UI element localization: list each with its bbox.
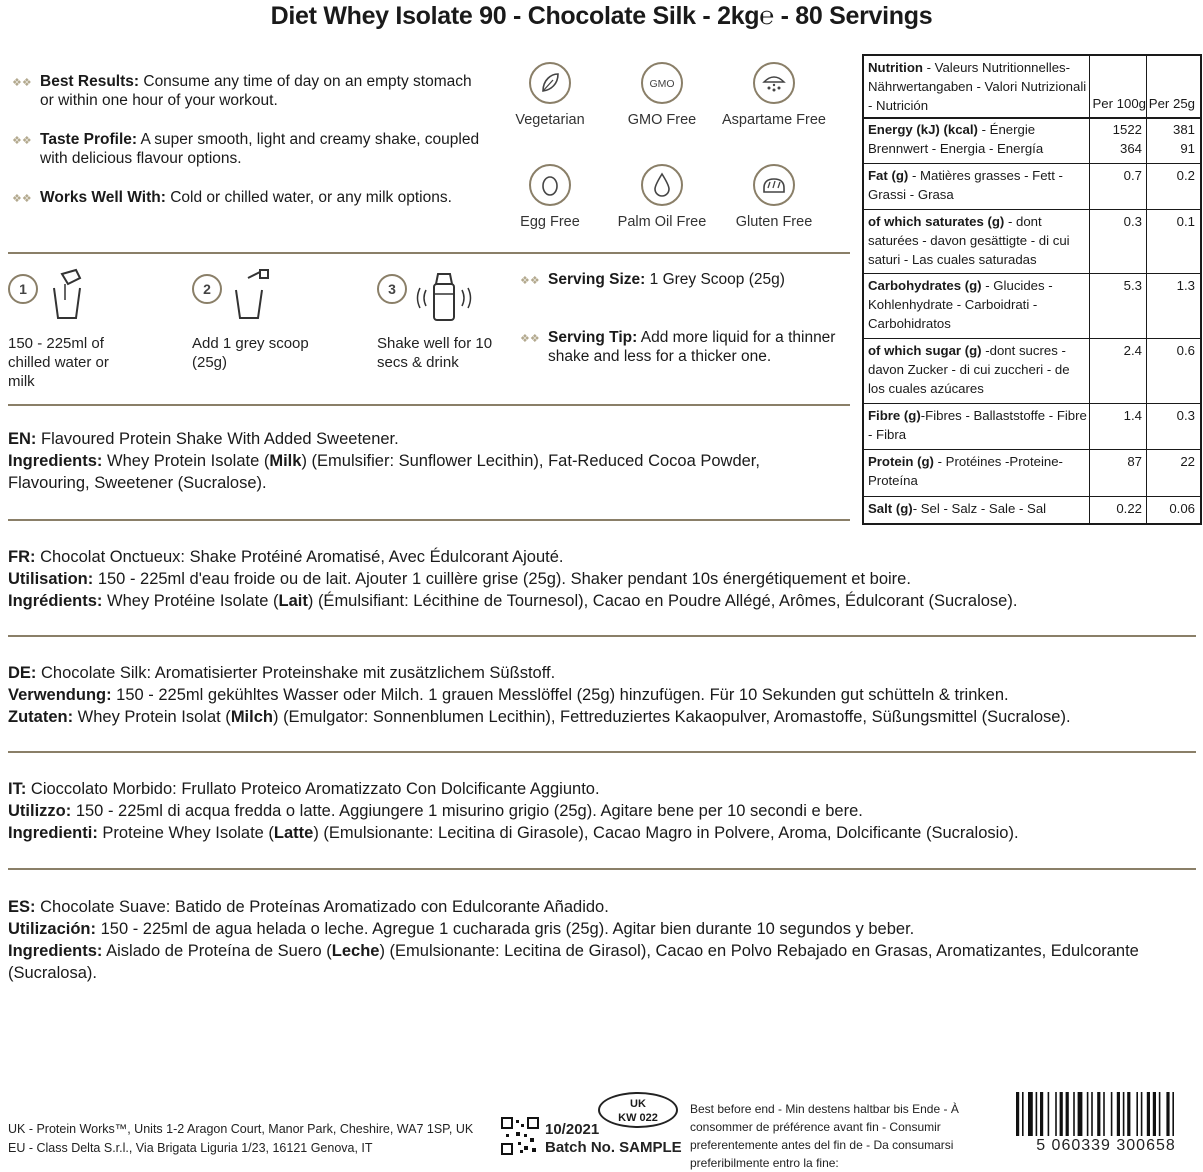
divider [8, 404, 850, 406]
divider [8, 635, 1196, 637]
leaf-icon [529, 62, 571, 104]
badge-gmo-free: GMO GMO Free [606, 62, 718, 128]
divider [8, 252, 850, 254]
section-en: EN: Flavoured Protein Shake With Added Sweetener. Ingredients: Whey Protein Isolate (Milk) (Emulsifier: Sunflower Lecithin), Fat-Reduced Cocoa Powder, Flavouring, Sweetener (Sucralose). [8, 430, 760, 492]
badge-aspartame-free: Aspartame Free [718, 62, 830, 128]
per-100g-value: 1522 364 [1112, 122, 1142, 156]
svg-text:GMO: GMO [649, 78, 675, 90]
per-100g-value: 0.7 [1123, 168, 1142, 183]
step-2-text: Add 1 grey scoop (25g) [192, 335, 309, 371]
works-well-with: ❖❖ Works Well With: Cold or chilled water, or any milk options. [12, 188, 482, 207]
product-title: Diet Whey Isolate 90 - Chocolate Silk - 2kg℮ - 80 Servings [270, 2, 933, 30]
per-100g-value: 0.3 [1123, 214, 1142, 229]
per-serving-value: 0.6 [1176, 343, 1195, 358]
best-before-text: Best before end - Min destens haltbar bis Ende - À consommer de préférence avant fin - Consumir preferentemente antes del fin de - Da consumarsi preferibilmente entro la fine: [690, 1102, 959, 1170]
nutrition-header: Nutrition - Valeurs Nutritionnelles- Nährwertangaben - Valori Nutrizionali - Nutrición Per 100g Per 25g [868, 60, 1195, 113]
badge-vegetarian: Vegetarian [494, 62, 606, 128]
dots-icon: ❖❖ [520, 333, 540, 345]
per-100g-value: 1.4 [1123, 408, 1142, 423]
bread-icon [753, 164, 795, 206]
dots-icon: ❖❖ [12, 135, 32, 147]
step-1-text: 150 - 225ml of chilled water or milk [8, 335, 109, 390]
gmo-icon [641, 62, 683, 104]
serving-size: ❖❖ Serving Size: 1 Grey Scoop (25g) [520, 270, 840, 289]
step-3-text: Shake well for 10 secs & drink [377, 335, 493, 371]
per-serving-value: 0.3 [1176, 408, 1195, 423]
qr-code-icon [500, 1116, 540, 1161]
section-de: DE: Chocolate Silk: Aromatisierter Proteinshake mit zusätzlichem Süßstoff. Verwendung: 150 - 225ml gekühltes Wasser oder Milch. 1 grauen Messlöffel (25g) hinzufügen. Für 10 Sekunden gut schütteln & trinken. Zutaten: Whey Protein Isolat (Milch) (Emulgator: Sonnenblumen Lecithin), Fettreduziertes Kakaopulver, Aromastoffe, Süßungsmittel (Sucralose). [8, 664, 1071, 726]
step-2-number: 2 [192, 274, 222, 304]
egg-icon [529, 164, 571, 206]
taste-profile: ❖❖ Taste Profile: A super smooth, light and creamy shake, coupled with delicious flavour options. [12, 131, 480, 167]
batch-number: Batch No. SAMPLE [545, 1139, 682, 1156]
per-100g-value: 0.22 [1116, 501, 1142, 516]
oil-drop-icon [641, 164, 683, 206]
per-100g-value: 2.4 [1123, 343, 1142, 358]
dots-icon: ❖❖ [12, 193, 32, 205]
per-serving-value: 381 91 [1172, 122, 1195, 156]
dots-icon: ❖❖ [520, 275, 540, 287]
uk-address: UK - Protein Works™, Units 1-2 Aragon Court, Manor Park, Cheshire, WA7 1SP, UK [8, 1122, 474, 1136]
eu-address: EU - Class Delta S.r.l., Via Brigata Liguria 1/23, 16121 Genova, IT [8, 1141, 373, 1155]
per-100g-value: 5.3 [1123, 278, 1142, 293]
per-serving-value: 1.3 [1176, 278, 1195, 293]
cup-pour-icon [48, 268, 88, 325]
date-code: 10/2021 [545, 1121, 600, 1138]
per-serving-value: 0.1 [1176, 214, 1195, 229]
scoop-cup-icon [230, 268, 270, 325]
best-results: ❖❖ Best Results: Consume any time of day on an empty stomach or within one hour of your workout. [12, 73, 472, 109]
dots-icon: ❖❖ [12, 77, 32, 89]
section-it: IT: Cioccolato Morbido: Frullato Proteico Aromatizzato Con Dolcificante Aggiunto. Utilizzo: 150 - 225ml di acqua fredda o latte. Aggiungere 1 misurino grigio (25g). Agitare bene per 10 secondi e bere. Ingredienti: Proteine Whey Isolate (Latte) (Emulsionante: Lecitina di Girasole), Cacao Magro in Polvere, Aroma, Dolcificante (Sucralosio). [8, 780, 1019, 842]
badge-egg-free: Egg Free [494, 164, 606, 230]
per-serving-value: 22 [1180, 454, 1195, 469]
nutrition-table: Nutrition - Valeurs Nutritionnelles- Nährwertangaben - Valori Nutrizionali - Nutrición Per 100g Per 25g Energy (kJ) (kcal) - Énergie Brennwert - Energia - Energía 1522 364 381 91 Fat (g) - Matières grasses - Fett - Grassi - Grasa 0.7 0.2 of which saturates (g) - dont saturées - davon gesättigte - di cui saturi - Las cuales saturadas 0.3 0.1 Carbohydrates (g) - Glucides - Kohlenhydrate - Carboidrati - Carbohidratos 5.3 1.3 of which sugar (g) -dont sucres - davon Zucker - di cui zuccheri - de los cuales azúcares 2.4 0.6 Fibre (g)-Fibres - Ballaststoffe - Fibre - Fibra 1.4 0.3 Protein (g) - Protéines -Proteine- Proteína 87 22 Salt (g)- Sel - Salz - Sale - Sal 0.22 0.06 [862, 54, 1202, 525]
per-serving-value: 0.06 [1169, 501, 1195, 516]
sugar-icon [753, 62, 795, 104]
serving-tip: ❖❖ Serving Tip: Add more liquid for a thinner shake and less for a thicker one. [520, 329, 836, 365]
barcode-icon [1014, 1092, 1196, 1138]
barcode-number: 5 060339 300658 [1036, 1137, 1176, 1154]
step-3-number: 3 [377, 274, 407, 304]
divider [8, 751, 1196, 753]
section-fr: FR: Chocolat Onctueux: Shake Protéiné Aromatisé, Avec Édulcorant Ajouté. Utilisation: 150 - 225ml d'eau froide ou de lait. Ajouter 1 cuillère grise (25g). Shaker pendant 10s énergétiquement et boire. Ingrédients: Whey Protéine Isolate (Lait) (Émulsifiant: Lécithine de Tournesol), Cacao en Poudre Allégé, Arômes, Édulcorant (Sucralose). [8, 548, 1018, 610]
divider [8, 519, 850, 521]
per-100g-value: 87 [1127, 454, 1142, 469]
badge-gluten-free: Gluten Free [718, 164, 830, 230]
section-es: ES: Chocolate Suave: Batido de Proteínas Aromatizado con Edulcorante Añadido. Utilización: 150 - 225ml de agua helada o leche. Agregue 1 cucharada gris (25g). Agitar bien durante 10 segundos y beber. Ingredients: Aislado de Proteína de Suero (Leche) (Emulsionante: Lecitina de Girasol), Cacao en Polvo Rebajado en Grasas, Aromatizantes, Edulcorante (Sucralosa). [8, 898, 1139, 982]
step-1-number: 1 [8, 274, 38, 304]
badge-palm-oil-free: Palm Oil Free [606, 164, 718, 230]
divider [8, 868, 1196, 870]
health-mark-oval: UK KW 022 [598, 1092, 678, 1128]
per-serving-value: 0.2 [1176, 168, 1195, 183]
shaker-icon [414, 266, 474, 331]
